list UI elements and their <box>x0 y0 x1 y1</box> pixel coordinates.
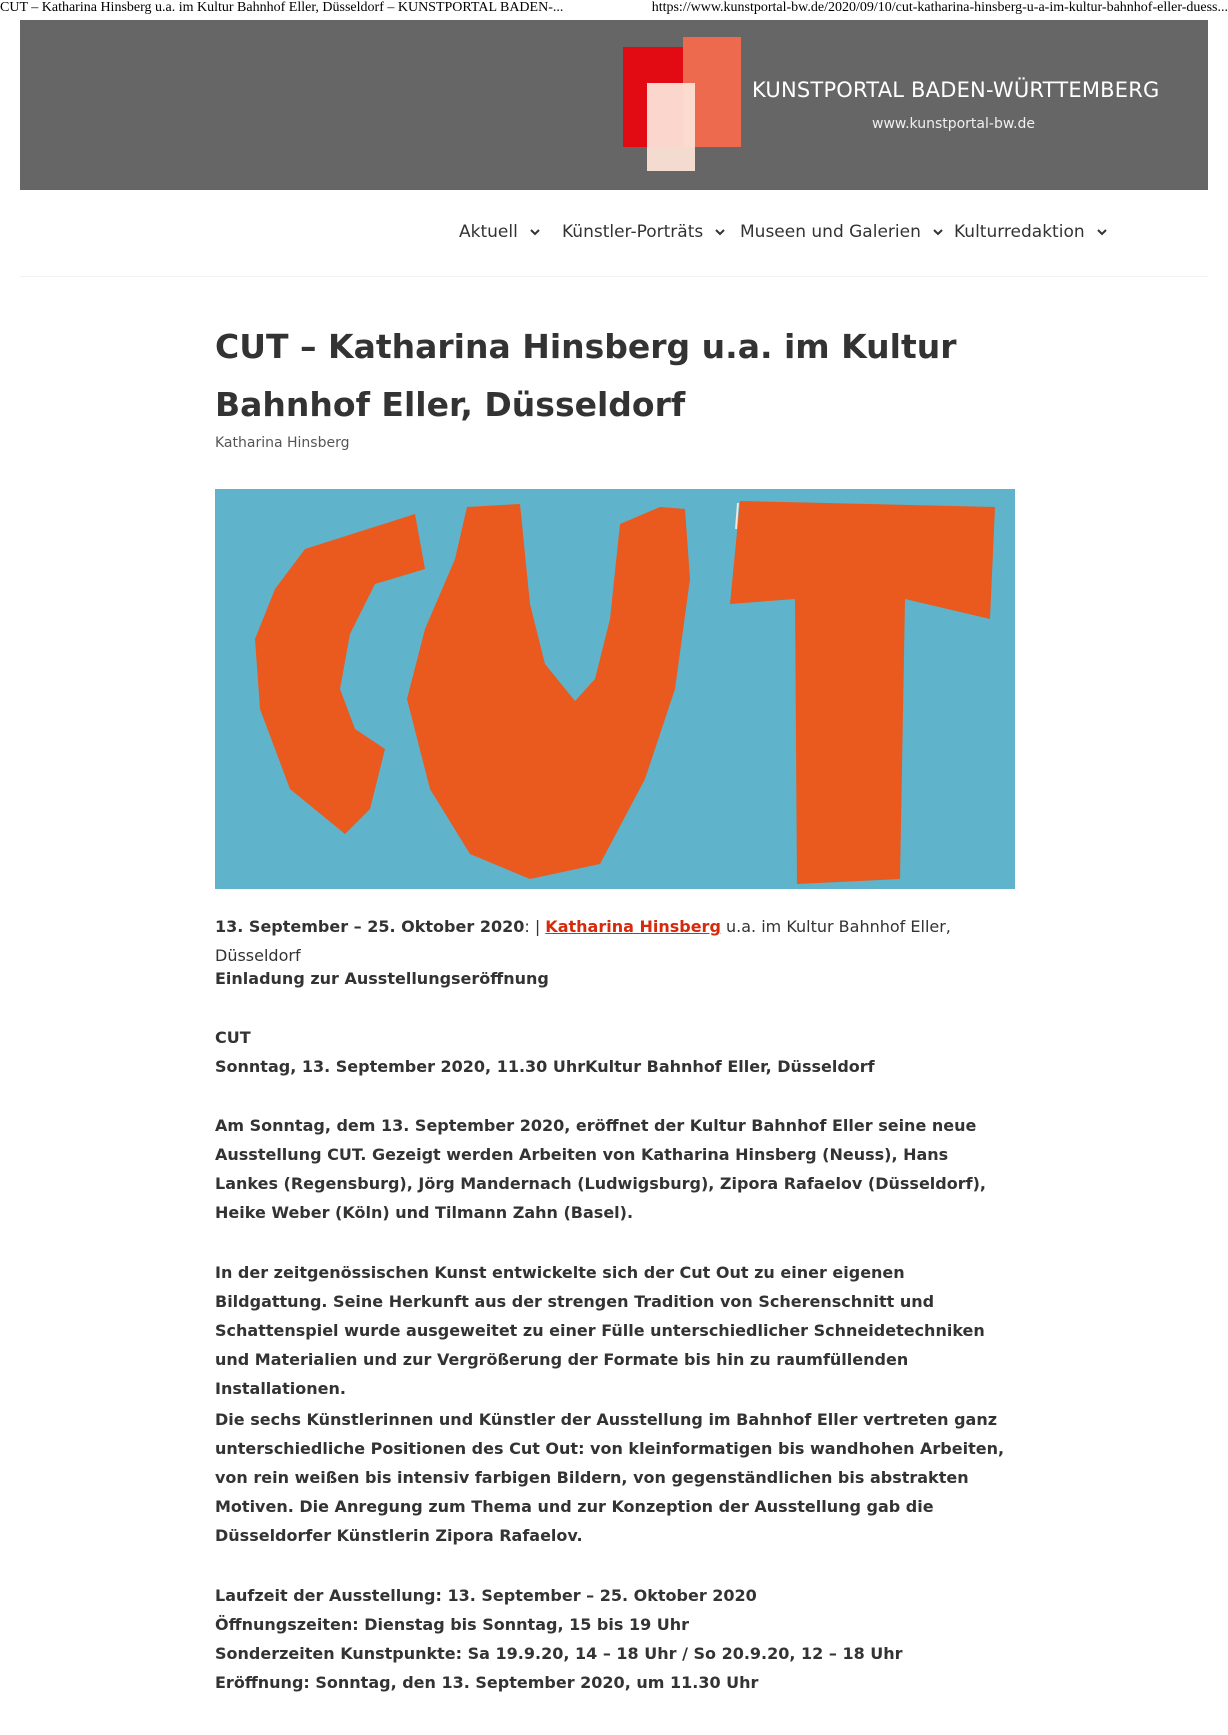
paragraph-1: Am Sonntag, dem 13. September 2020, eröffnet der Kultur Bahnhof Eller seine neue Ausstellung CUT. Gezeigt werden Arbeiten von Katharina Hinsberg (Neuss), Hans Lankes (Regensburg), Jörg Mandernach (Ludwigsburg), Zipora Rafaelov (Düsseldorf), Heike Weber (Köln) und Tilmann Zahn (Basel). <box>215 1116 986 1222</box>
nav-item-label: Künstler-Porträts <box>562 222 704 242</box>
site-url[interactable]: www.kunstportal-bw.de <box>872 116 1035 132</box>
hero-image <box>215 489 1015 889</box>
site-logo[interactable] <box>623 37 745 173</box>
chevron-down-icon <box>1095 225 1109 239</box>
logo-pale-square <box>647 83 695 171</box>
artist-link[interactable]: Katharina Hinsberg <box>545 917 721 936</box>
site-title[interactable]: KUNSTPORTAL BADEN-WÜRTTEMBERG <box>752 78 1160 102</box>
intro-line <box>215 912 1015 970</box>
info-sonderzeiten: Sonderzeiten Kunstpunkte: Sa 19.9.20, 14 – 18 Uhr / So 20.9.20, 12 – 18 Uhr <box>215 1644 903 1663</box>
chevron-down-icon <box>931 225 945 239</box>
paragraph-2: In der zeitgenössischen Kunst entwickelte sich der Cut Out zu einer eigenen Bildgattung. Seine Herkunft aus der strengen Tradition von Scherenschnitt und Schattenspiel wurde ausgeweitet zu einer Fülle unterschiedlicher Schneidetechniken und Materialien und zur Vergrößerung der Formate bis hin zu raumfüllenden Installationen. <box>215 1263 985 1398</box>
print-page-url: https://www.kunstportal-bw.de/2020/09/10/cut-katharina-hinsberg-u-a-im-kultur-bahnhof-eller-duess... <box>651 0 1228 15</box>
nav-item-label: Aktuell <box>459 222 518 242</box>
chevron-down-icon <box>713 225 727 239</box>
post-byline[interactable]: Katharina Hinsberg <box>215 435 350 451</box>
nav-item-label: Kulturredaktion <box>954 222 1085 242</box>
print-page-title: CUT – Katharina Hinsberg u.a. im Kultur Bahnhof Eller, Düsseldorf – KUNSTPORTAL BADEN-... <box>0 0 564 15</box>
intro-separator: : | <box>524 917 546 936</box>
intro-dates: 13. September – 25. Oktober 2020 <box>215 917 525 936</box>
post-content <box>215 318 1015 1692</box>
nav-item-label: Museen und Galerien <box>740 222 921 242</box>
info-oeffnungszeiten: Öffnungszeiten: Dienstag bis Sonntag, 15 bis 19 Uhr <box>215 1615 690 1634</box>
site-banner <box>20 20 1208 190</box>
main-nav <box>0 222 1228 252</box>
intro-rest: u.a. im Kultur Bahnhof Eller, Düsseldorf <box>215 917 951 965</box>
paragraph-3: Die sechs Künstlerinnen und Künstler der Ausstellung im Bahnhof Eller vertreten ganz unterschiedliche Positionen des Cut Out: von kleinformatigen bis wandhohen Arbeiten, von rein weißen bis intensiv farbigen Bildern, von gegenständlichen bis abstrakten Motiven. Die Anregung zum Thema und zur Konzeption der Ausstellung gab die Düsseldorfer Künstlerin Zipora Rafaelov. <box>215 1410 1005 1545</box>
print-header <box>0 0 1228 20</box>
nav-item-kuenstler-portraets[interactable] <box>562 222 727 242</box>
nav-item-kulturredaktion[interactable] <box>954 222 1109 242</box>
invitation-heading: Einladung zur Ausstellungseröffnung <box>215 969 549 988</box>
event-date: Sonntag, 13. September 2020, 11.30 UhrKultur Bahnhof Eller, Düsseldorf <box>215 1057 875 1076</box>
nav-item-museen-und-galerien[interactable] <box>740 222 945 242</box>
chevron-down-icon <box>528 225 542 239</box>
nav-item-aktuell[interactable] <box>459 222 542 242</box>
page-title: CUT – Katharina Hinsberg u.a. im Kultur Bahnhof Eller, Düsseldorf <box>215 327 957 424</box>
nav-divider <box>20 276 1208 277</box>
info-eroeffnung: Eröffnung: Sonntag, den 13. September 2020, um 11.30 Uhr <box>215 1673 759 1692</box>
event-name: CUT <box>215 1028 251 1047</box>
info-laufzeit: Laufzeit der Ausstellung: 13. September – 25. Oktober 2020 <box>215 1586 757 1605</box>
